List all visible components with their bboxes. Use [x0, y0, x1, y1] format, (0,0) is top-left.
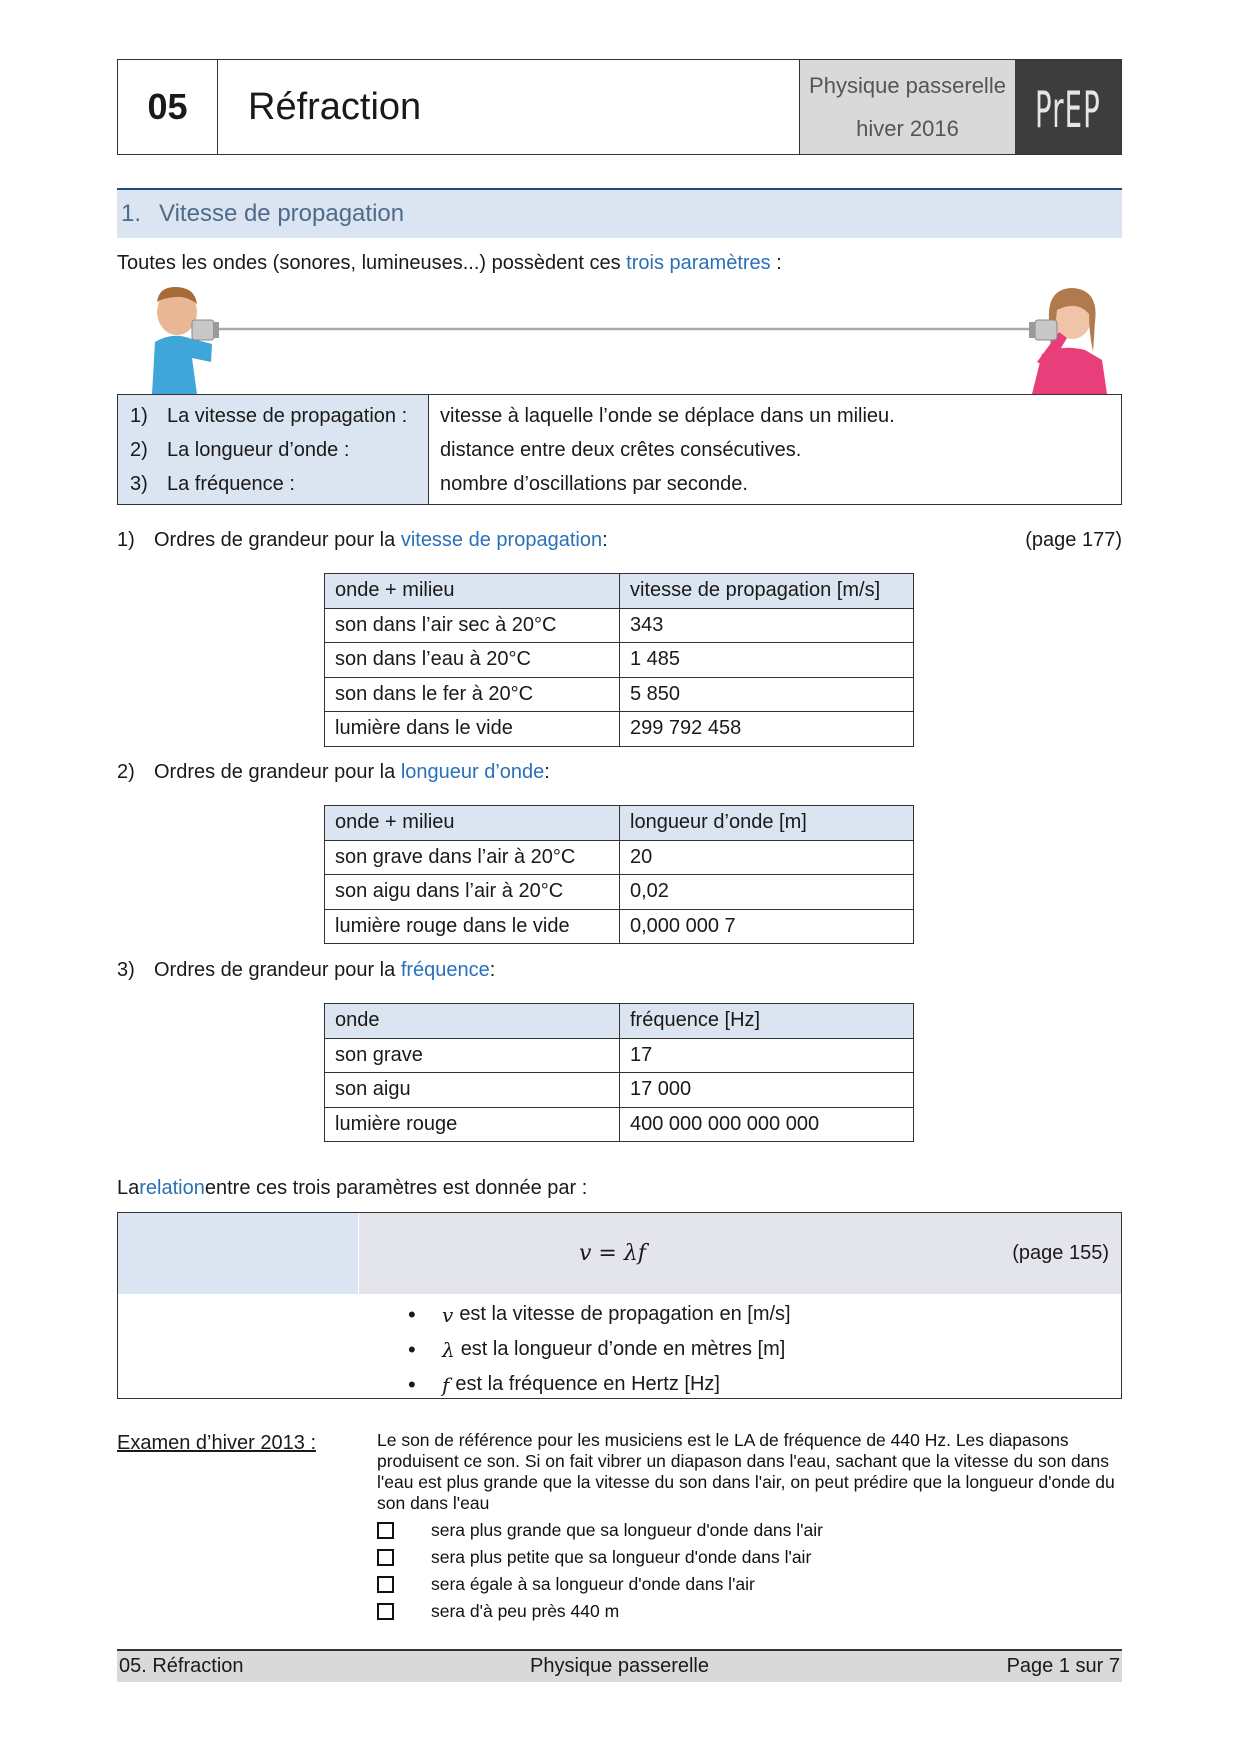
relation-text: La: [117, 1177, 140, 1199]
footer-course: Physique passerelle: [530, 1655, 709, 1677]
list-item: [408, 1297, 1121, 1332]
relation-legend: [118, 1294, 1121, 1402]
table-row: [325, 875, 914, 910]
svg-text:PrEP: PrEP: [1035, 81, 1101, 140]
table-header-row: [325, 1004, 914, 1039]
order-number: 3): [117, 959, 135, 981]
course-term: hiver 2016: [856, 115, 959, 141]
relation-formula-row: [118, 1213, 1121, 1294]
table-cell: lumière rouge: [325, 1107, 620, 1142]
table-cell: son dans l’air sec à 20°C: [325, 608, 620, 643]
order-number: 2): [117, 761, 135, 783]
table-cell: son aigu dans l’air à 20°C: [325, 875, 620, 910]
table-cell: son grave: [325, 1038, 620, 1073]
prep-logo: [1015, 60, 1121, 154]
option-label: sera plus grande que sa longueur d'onde dans l'air: [431, 1520, 823, 1540]
table-row: [325, 1107, 914, 1142]
intro-highlight: trois paramètres: [626, 252, 771, 274]
footer-chapter: 05. Réfraction: [119, 1655, 244, 1677]
order-highlight: longueur d’onde: [400, 761, 545, 783]
exam-option[interactable]: [377, 1517, 1122, 1544]
checkbox-icon[interactable]: [377, 1576, 394, 1593]
parameter-number: 3): [130, 472, 148, 495]
parameter-name: La longueur d’onde :: [167, 438, 350, 461]
list-item: [408, 1332, 1121, 1367]
list-item: [408, 1367, 1121, 1402]
parameters-table: [117, 394, 1122, 505]
table-header-row: [325, 806, 914, 841]
exam-option[interactable]: [377, 1598, 1122, 1625]
table-cell: son dans l’eau à 20°C: [325, 643, 620, 678]
table-cell: lumière rouge dans le vide: [325, 909, 620, 944]
option-label: sera d'à peu près 440 m: [431, 1601, 620, 1621]
bullet-icon: •: [408, 1371, 416, 1397]
course-name: Physique passerelle: [809, 72, 1006, 98]
page-title: Réfraction: [248, 85, 422, 128]
table-cell: 20: [620, 840, 914, 875]
table-header-cell: fréquence [Hz]: [620, 1004, 914, 1039]
exam-question: Le son de référence pour les musiciens est le LA de fréquence de 440 Hz. Les diapasons produisent ce son. Si on fait vibrer un diapason dans l'eau, sachant que la vitesse du son dans l'eau est plus grande que la vitesse du son dans l'air, on peut prédire que la longueur d'onde du son dans l'eau: [377, 1430, 1115, 1513]
page-reference: (page 155): [1012, 1242, 1109, 1264]
parameter-row: [130, 433, 428, 467]
section-number: 1.: [121, 200, 142, 227]
option-label: sera égale à sa longueur d'onde dans l'air: [431, 1574, 755, 1594]
symbol-description: est la fréquence en Hertz [Hz]: [455, 1373, 720, 1395]
parameter-description: distance entre deux crêtes consécutives.: [440, 438, 802, 461]
table-row: [325, 1073, 914, 1108]
checkbox-icon[interactable]: [377, 1522, 394, 1539]
girl-figure: [1029, 288, 1107, 394]
table-cell: 343: [620, 608, 914, 643]
table-row: [325, 840, 914, 875]
chapter-number: 05: [118, 60, 218, 154]
order-highlight: vitesse de propagation: [400, 529, 603, 551]
checkbox-icon[interactable]: [377, 1603, 394, 1620]
table-cell: 0,000 000 7: [620, 909, 914, 944]
table-cell: 17 000: [620, 1073, 914, 1108]
order-heading-speed: [117, 529, 1122, 552]
parameter-name: La vitesse de propagation :: [167, 404, 408, 427]
order-text: Ordres de grandeur pour la: [154, 529, 396, 551]
parameter-description: nombre d’oscillations par seconde.: [440, 472, 748, 495]
symbol-description: est la longueur d’onde en mètres [m]: [460, 1338, 786, 1360]
speed-table: [324, 573, 914, 747]
relation-intro: [117, 1177, 1122, 1200]
parameter-descriptions-column: [429, 395, 1121, 504]
symbol: v: [442, 1302, 454, 1327]
table-cell: 17: [620, 1038, 914, 1073]
course-info: [799, 60, 1015, 154]
table-cell: son aigu: [325, 1073, 620, 1108]
table-header-cell: onde: [325, 1004, 620, 1039]
page-number: Page 1 sur 7: [1006, 1655, 1120, 1677]
bullet-icon: •: [408, 1301, 416, 1327]
parameter-description: vitesse à laquelle l’onde se déplace dans un milieu.: [440, 404, 895, 427]
order-text-after: :: [602, 529, 608, 551]
frequency-table: [324, 1003, 914, 1142]
option-label: sera plus petite que sa longueur d'onde dans l'air: [431, 1547, 812, 1567]
symbol: f: [442, 1372, 450, 1397]
section-title: Vitesse de propagation: [159, 200, 405, 227]
relation-box: [117, 1212, 1122, 1399]
exam-option[interactable]: [377, 1571, 1122, 1598]
table-cell: son grave dans l’air à 20°C: [325, 840, 620, 875]
tin-can-telephone-illustration: [117, 282, 1122, 394]
parameter-number: 1): [130, 404, 148, 427]
symbol: λ: [442, 1337, 455, 1362]
parameter-row: [130, 399, 428, 433]
exam-question-block: [377, 1430, 1122, 1625]
table-cell: lumière dans le vide: [325, 712, 620, 747]
table-cell: 299 792 458: [620, 712, 914, 747]
exam-option[interactable]: [377, 1544, 1122, 1571]
relation-label-cell: [118, 1213, 358, 1294]
table-header-cell: onde + milieu: [325, 574, 620, 609]
table-row: [325, 909, 914, 944]
order-highlight: fréquence: [400, 959, 490, 981]
table-cell: 0,02: [620, 875, 914, 910]
table-cell: 1 485: [620, 643, 914, 678]
order-number: 1): [117, 529, 135, 551]
order-heading-frequency: [117, 959, 1122, 982]
order-heading-wavelength: [117, 761, 1122, 784]
order-text: Ordres de grandeur pour la: [154, 761, 396, 783]
relation-formula-cell: [358, 1213, 1121, 1294]
intro-before: Toutes les ondes (sonores, lumineuses...) possèdent ces: [117, 252, 627, 274]
table-row: [325, 643, 914, 678]
section-heading: [117, 188, 1122, 238]
page-header: [117, 59, 1122, 155]
table-header-cell: vitesse de propagation [m/s]: [620, 574, 914, 609]
table-cell: 400 000 000 000 000: [620, 1107, 914, 1142]
page-footer: [117, 1649, 1122, 1682]
table-header-cell: onde + milieu: [325, 806, 620, 841]
parameter-names-column: [118, 395, 429, 504]
parameter-name: La fréquence :: [167, 472, 295, 495]
table-cell: son dans le fer à 20°C: [325, 677, 620, 712]
symbol-description: est la vitesse de propagation en [m/s]: [459, 1303, 791, 1325]
table-header-row: [325, 574, 914, 609]
exam-label: Examen d’hiver 2013 :: [117, 1432, 317, 1454]
relation-highlight: relation: [139, 1177, 205, 1199]
table-header-cell: longueur d’onde [m]: [620, 806, 914, 841]
intro-after: :: [770, 252, 782, 274]
order-text-after: :: [489, 959, 496, 981]
wavelength-table: [324, 805, 914, 944]
page-reference: (page 177): [1025, 529, 1122, 551]
intro-text: [117, 252, 782, 275]
relation-text-after: entre ces trois paramètres est donnée par :: [204, 1177, 588, 1199]
table-row: [325, 712, 914, 747]
table-row: [325, 677, 914, 712]
table-row: [325, 1038, 914, 1073]
formula: v = λf: [579, 1241, 646, 1266]
order-text-after: :: [544, 761, 550, 783]
checkbox-icon[interactable]: [377, 1549, 394, 1566]
order-text: Ordres de grandeur pour la: [154, 959, 396, 981]
table-row: [325, 608, 914, 643]
parameter-row: [130, 467, 428, 501]
bullet-icon: •: [408, 1336, 416, 1362]
parameter-number: 2): [130, 438, 148, 461]
table-cell: 5 850: [620, 677, 914, 712]
boy-figure: [152, 287, 219, 394]
